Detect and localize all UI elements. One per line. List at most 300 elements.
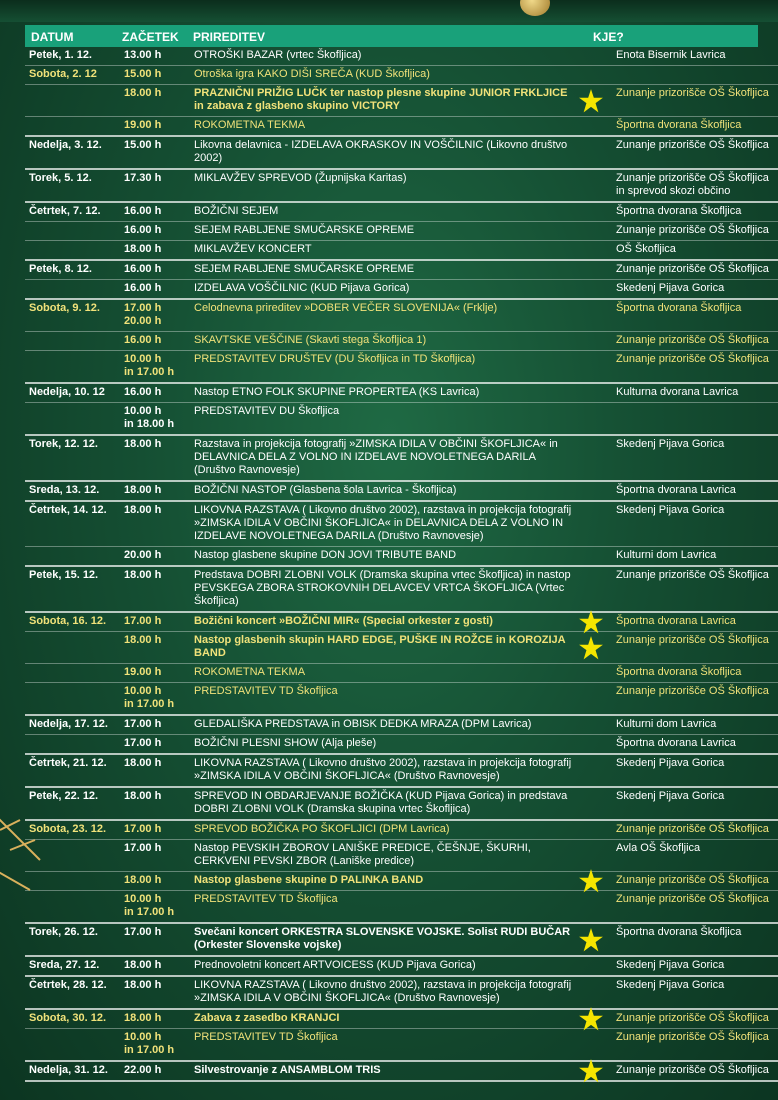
row-event: [190, 664, 612, 683]
row-time-text: 15.00 h: [124, 139, 162, 151]
row-time: [120, 169, 190, 202]
row-time: [120, 383, 190, 403]
table-header: [25, 25, 758, 47]
row-place-text: Športna dvorana Lavrica: [616, 737, 736, 749]
table-row: [25, 1061, 778, 1081]
row-event-text: Nastop glasbene skupine D PALINKA BAND: [194, 874, 424, 886]
row-place-text: Športna dvorana Škofljica: [616, 302, 742, 314]
row-place: [612, 85, 778, 117]
table-row: [25, 820, 778, 840]
row-time: [120, 85, 190, 117]
table-row: [25, 891, 778, 924]
row-time: [120, 735, 190, 755]
row-event-text: Svečani koncert ORKESTRA SLOVENSKE VOJSKE. Solist RUDI BUČAR (Orkester Slovenske vojske): [194, 926, 571, 951]
row-date: [25, 923, 120, 956]
row-time-text: 22.00 h: [124, 1064, 162, 1076]
row-place: [612, 481, 778, 501]
row-place: [612, 840, 778, 872]
table-row: [25, 481, 778, 501]
row-event: [190, 976, 612, 1009]
row-place-text: Skedenj Pijava Gorica: [616, 504, 725, 516]
row-date: [25, 566, 120, 612]
row-date: [25, 383, 120, 403]
row-event-text: Razstava in projekcija fotografij »ZIMSKA IDILA V OBČINI ŠKOFLJICA« in DELAVNICA DELA Z VOLNO IN IZDELAVE NOVOLETNEGA DARILA (Društvo Ravnovesje): [194, 438, 558, 476]
row-place-text: Športna dvorana Škofljica: [616, 926, 742, 938]
row-time: [120, 481, 190, 501]
row-event-text: Silvestrovanje z ANSAMBLOM TRIS: [194, 1064, 381, 1076]
row-place: [612, 280, 778, 300]
row-time-text: 18.00 h: [124, 979, 162, 991]
row-time-text: 10.00 h in 17.00 h: [124, 1031, 175, 1056]
row-event-text: LIKOVNA RAZSTAVA ( Likovno društvo 2002), razstava in projekcija fotografij »ZIMSKA IDILA V OBČINI ŠKOFLJICA« in DELAVNICA DELA Z VOLNO IN IZDELAVE NOVOLETNEGA DARILA (Društvo Ravnovesje): [194, 504, 572, 542]
row-time-text: 10.00 h in 18.00 h: [124, 405, 175, 430]
table-row: [25, 136, 778, 169]
header-where: KJE?: [593, 30, 624, 44]
row-event-text: OTROŠKI BAZAR (vrtec Škofljica): [194, 49, 362, 61]
row-time: [120, 683, 190, 716]
row-place: [612, 136, 778, 169]
table-row: [25, 612, 778, 632]
table-row: [25, 117, 778, 137]
row-date-text: Sobota, 9. 12.: [29, 302, 100, 314]
row-time-text: 18.00 h: [124, 757, 162, 769]
row-event-text: Otroška igra KAKO DIŠI SREČA (KUD Škofljica): [194, 68, 430, 80]
row-date-text: Sobota, 30. 12.: [29, 1012, 107, 1024]
row-time: [120, 202, 190, 222]
row-place-text: Zunanje prizorišče OŠ Škofljica: [616, 334, 769, 346]
row-time-text: 10.00 h in 17.00 h: [124, 685, 175, 710]
table-row: [25, 501, 778, 547]
row-place-text: Zunanje prizorišče OŠ Škofljica: [616, 1031, 769, 1043]
table-row: [25, 260, 778, 280]
row-date: [25, 612, 120, 632]
table-row: [25, 566, 778, 612]
row-time-text: 17.00 h 20.00 h: [124, 302, 162, 327]
row-date: [25, 840, 120, 872]
row-date: [25, 715, 120, 735]
row-place-text: Zunanje prizorišče OŠ Škofljica: [616, 634, 769, 646]
star-icon: [578, 1058, 604, 1084]
row-time-text: 20.00 h: [124, 549, 162, 561]
row-place: [612, 501, 778, 547]
row-place-text: Zunanje prizorišče OŠ Škofljica: [616, 87, 769, 99]
row-time-text: 16.00 h: [124, 334, 162, 346]
row-time-text: 17.00 h: [124, 737, 162, 749]
row-date-text: Sreda, 27. 12.: [29, 959, 100, 971]
row-place: [612, 299, 778, 332]
row-time-text: 18.00 h: [124, 438, 162, 450]
row-time-text: 10.00 h in 17.00 h: [124, 353, 175, 378]
row-place-text: Kulturni dom Lavrica: [616, 549, 717, 561]
row-event-text: PREDSTAVITEV DRUŠTEV (DU Škofljica in TD Škofljica): [194, 353, 476, 365]
row-place: [612, 222, 778, 241]
row-date-text: Torek, 26. 12.: [29, 926, 98, 938]
row-time: [120, 435, 190, 481]
table-row: [25, 280, 778, 300]
row-event: [190, 117, 612, 137]
table-row: [25, 872, 778, 891]
row-event: [190, 241, 612, 261]
row-time: [120, 787, 190, 820]
row-event: [190, 351, 612, 384]
row-date-text: Torek, 5. 12.: [29, 172, 92, 184]
table-row: [25, 351, 778, 384]
row-event: [190, 956, 612, 976]
row-event-text: Zabava z zasedbo KRANJCI: [194, 1012, 340, 1024]
row-event: [190, 332, 612, 351]
row-place: [612, 435, 778, 481]
row-date-text: Četrtek, 7. 12.: [29, 205, 101, 217]
row-place-text: Enota Bisernik Lavrica: [616, 49, 726, 61]
row-place-text: Zunanje prizorišče OŠ Škofljica: [616, 893, 769, 905]
schedule-table: [25, 47, 778, 1082]
row-place-text: Zunanje prizorišče OŠ Škofljica: [616, 139, 769, 151]
row-place: [612, 566, 778, 612]
row-event: [190, 872, 612, 891]
row-date-text: Petek, 1. 12.: [29, 49, 92, 61]
row-event-text: MIKLAVŽEV SPREVOD (Župnijska Karitas): [194, 172, 407, 184]
row-event: [190, 683, 612, 716]
row-place: [612, 891, 778, 924]
row-date-text: Petek, 22. 12.: [29, 790, 99, 802]
row-time-text: 17.00 h: [124, 926, 162, 938]
row-event: [190, 891, 612, 924]
row-event: [190, 280, 612, 300]
row-date: [25, 787, 120, 820]
row-time-text: 17.00 h: [124, 842, 162, 854]
row-date: [25, 1009, 120, 1029]
row-time: [120, 664, 190, 683]
row-date: [25, 136, 120, 169]
row-place-text: Športna dvorana Škofljica: [616, 205, 742, 217]
row-place-text: Zunanje prizorišče OŠ Škofljica: [616, 569, 769, 581]
row-event-text: BOŽIČNI SEJEM: [194, 205, 279, 217]
header-date: DATUM: [31, 30, 74, 44]
row-date-text: Četrtek, 21. 12.: [29, 757, 107, 769]
row-place: [612, 547, 778, 567]
row-time: [120, 117, 190, 137]
table-row: [25, 85, 778, 117]
row-place: [612, 715, 778, 735]
row-date: [25, 260, 120, 280]
row-place-text: Zunanje prizorišče OŠ Škofljica: [616, 1012, 769, 1024]
row-time: [120, 332, 190, 351]
row-place-text: Skedenj Pijava Gorica: [616, 959, 725, 971]
row-date: [25, 664, 120, 683]
row-event: [190, 754, 612, 787]
row-event-text: Likovna delavnica - IZDELAVA OKRASKOV IN VOŠČILNIC (Likovno društvo 2002): [194, 139, 568, 164]
table-row: [25, 169, 778, 202]
row-place: [612, 1061, 778, 1081]
row-date: [25, 1061, 120, 1081]
row-time: [120, 299, 190, 332]
row-event: [190, 299, 612, 332]
row-event-text: Prednovoletni koncert ARTVOICESS (KUD Pijava Gorica): [194, 959, 476, 971]
table-row: [25, 976, 778, 1009]
row-place-text: Skedenj Pijava Gorica: [616, 979, 725, 991]
row-time-text: 18.00 h: [124, 634, 162, 646]
table-row: [25, 332, 778, 351]
row-event: [190, 85, 612, 117]
row-date: [25, 891, 120, 924]
table-row: [25, 403, 778, 436]
row-place: [612, 976, 778, 1009]
row-time-text: 15.00 h: [124, 68, 162, 80]
table-row: [25, 241, 778, 261]
row-time-text: 19.00 h: [124, 666, 162, 678]
row-event-text: BOŽIČNI PLESNI SHOW (Alja pleše): [194, 737, 377, 749]
table-row: [25, 435, 778, 481]
table-row: [25, 47, 778, 66]
row-time: [120, 547, 190, 567]
row-event-text: PRAZNIČNI PRIŽIG LUČK ter nastop plesne skupine JUNIOR FRKLJICE in zabava z glasbeno skupino VICTORY: [194, 87, 568, 112]
row-time-text: 10.00 h in 17.00 h: [124, 893, 175, 918]
row-time: [120, 612, 190, 632]
row-time: [120, 47, 190, 66]
row-date-text: Nedelja, 17. 12.: [29, 718, 108, 730]
star-icon: [578, 635, 604, 661]
row-place-text: Skedenj Pijava Gorica: [616, 790, 725, 802]
row-place-text: Zunanje prizorišče OŠ Škofljica: [616, 224, 769, 236]
header-event: PRIREDITEV: [193, 30, 266, 44]
row-time-text: 18.00 h: [124, 243, 162, 255]
row-place: [612, 1009, 778, 1029]
row-date: [25, 872, 120, 891]
row-time-text: 16.00 h: [124, 263, 162, 275]
row-date: [25, 820, 120, 840]
row-place-text: Športna dvorana Škofljica: [616, 119, 742, 131]
row-event-text: SEJEM RABLJENE SMUČARSKE OPREME: [194, 263, 415, 275]
row-place-text: Športna dvorana Lavrica: [616, 615, 736, 627]
row-time: [120, 820, 190, 840]
row-date: [25, 403, 120, 436]
row-date: [25, 351, 120, 384]
row-date: [25, 1029, 120, 1062]
row-event-text: MIKLAVŽEV KONCERT: [194, 243, 312, 255]
row-event-text: LIKOVNA RAZSTAVA ( Likovno društvo 2002), razstava in projekcija fotografij »ZIMSKA IDILA V OBČINI ŠKOFLJICA« (Društvo Ravnovesje): [194, 757, 572, 782]
row-event: [190, 820, 612, 840]
row-place: [612, 664, 778, 683]
row-event: [190, 136, 612, 169]
row-place: [612, 820, 778, 840]
row-event-text: Nastop glasbene skupine DON JOVI TRIBUTE BAND: [194, 549, 457, 561]
row-date: [25, 169, 120, 202]
row-place: [612, 169, 778, 202]
row-place-text: Kulturna dvorana Lavrica: [616, 386, 739, 398]
row-event: [190, 47, 612, 66]
row-time: [120, 241, 190, 261]
row-event: [190, 501, 612, 547]
row-time-text: 18.00 h: [124, 790, 162, 802]
row-date: [25, 241, 120, 261]
row-time-text: 18.00 h: [124, 1012, 162, 1024]
row-event-text: LIKOVNA RAZSTAVA ( Likovno društvo 2002), razstava in projekcija fotografij »ZIMSKA IDILA V OBČINI ŠKOFLJICA« (Društvo Ravnovesje): [194, 979, 572, 1004]
row-event: [190, 547, 612, 567]
row-place: [612, 202, 778, 222]
row-place-text: Zunanje prizorišče OŠ Škofljica: [616, 685, 769, 697]
row-event-text: Predstava DOBRI ZLOBNI VOLK (Dramska skupina vrtec Škofljica) in nastop PEVSKEGA ZBORA STROKOVNIH DELAVCEV VRTCA ŠKOFLJICA (Vrtec Škofljica): [194, 569, 571, 607]
row-time: [120, 403, 190, 436]
row-place: [612, 923, 778, 956]
row-place: [612, 632, 778, 664]
row-event-text: PREDSTAVITEV TD Škofljica: [194, 1031, 338, 1043]
row-date-text: Sobota, 16. 12.: [29, 615, 107, 627]
table-row: [25, 754, 778, 787]
row-place: [612, 872, 778, 891]
top-decoration: [0, 0, 778, 22]
table-row: [25, 787, 778, 820]
row-event: [190, 403, 612, 436]
row-time-text: 18.00 h: [124, 874, 162, 886]
row-time: [120, 1061, 190, 1081]
star-icon: [578, 927, 604, 953]
table-row: [25, 683, 778, 716]
row-event: [190, 566, 612, 612]
row-event-text: SKAVTSKE VEŠČINE (Skavti stega Škofljica 1): [194, 334, 427, 346]
row-place-text: Kulturni dom Lavrica: [616, 718, 717, 730]
row-event: [190, 923, 612, 956]
row-event-text: Božični koncert »BOŽIČNI MIR« (Special orkester z gosti): [194, 615, 493, 627]
row-event: [190, 481, 612, 501]
row-event: [190, 1061, 612, 1081]
row-event-text: ROKOMETNA TEKMA: [194, 119, 306, 131]
row-date: [25, 956, 120, 976]
row-time: [120, 891, 190, 924]
row-date: [25, 280, 120, 300]
row-event-text: Nastop ETNO FOLK SKUPINE PROPERTEA (KS Lavrica): [194, 386, 480, 398]
row-event: [190, 222, 612, 241]
table-row: [25, 632, 778, 664]
row-date: [25, 976, 120, 1009]
row-time-text: 16.00 h: [124, 224, 162, 236]
row-place: [612, 787, 778, 820]
table-row: [25, 383, 778, 403]
row-time: [120, 66, 190, 85]
row-event-text: PREDSTAVITEV DU Škofljica: [194, 405, 340, 417]
row-time-text: 18.00 h: [124, 484, 162, 496]
row-event-text: Nastop PEVSKIH ZBOROV LANIŠKE PREDICE, ČEŠNJE, ŠKURHI, CERKVENI PEVSKI ZBOR (Laniške predice): [194, 842, 531, 867]
row-place: [612, 117, 778, 137]
row-event: [190, 260, 612, 280]
row-place: [612, 351, 778, 384]
row-date: [25, 202, 120, 222]
table-row: [25, 222, 778, 241]
row-time-text: 17.00 h: [124, 615, 162, 627]
row-time-text: 13.00 h: [124, 49, 162, 61]
table-row: [25, 956, 778, 976]
row-date: [25, 66, 120, 85]
row-event-text: IZDELAVA VOŠČILNIC (KUD Pijava Gorica): [194, 282, 410, 294]
row-date: [25, 435, 120, 481]
row-place-text: Zunanje prizorišče OŠ Škofljica in sprevod skozi občino: [616, 172, 769, 197]
row-date-text: Torek, 12. 12.: [29, 438, 98, 450]
star-icon: [578, 88, 604, 114]
row-time: [120, 754, 190, 787]
row-date-text: Petek, 8. 12.: [29, 263, 92, 275]
row-event: [190, 840, 612, 872]
row-date: [25, 481, 120, 501]
row-time: [120, 923, 190, 956]
row-time: [120, 840, 190, 872]
row-date-text: Sreda, 13. 12.: [29, 484, 100, 496]
row-time-text: 16.00 h: [124, 386, 162, 398]
row-time-text: 18.00 h: [124, 569, 162, 581]
row-date: [25, 332, 120, 351]
table-row: [25, 1009, 778, 1029]
row-event-text: SEJEM RABLJENE SMUČARSKE OPREME: [194, 224, 415, 236]
row-place: [612, 403, 778, 436]
row-time-text: 16.00 h: [124, 205, 162, 217]
row-date: [25, 501, 120, 547]
row-time-text: 17.00 h: [124, 823, 162, 835]
row-place: [612, 383, 778, 403]
row-event-text: GLEDALIŠKA PREDSTAVA in OBISK DEDKA MRAZA (DPM Lavrica): [194, 718, 532, 730]
row-time: [120, 872, 190, 891]
row-place-text: Zunanje prizorišče OŠ Škofljica: [616, 823, 769, 835]
table-row: [25, 1029, 778, 1062]
row-event: [190, 612, 612, 632]
row-time-text: 19.00 h: [124, 119, 162, 131]
row-date: [25, 683, 120, 716]
row-place-text: Športna dvorana Lavrica: [616, 484, 736, 496]
row-date-text: Četrtek, 28. 12.: [29, 979, 107, 991]
row-place: [612, 683, 778, 716]
row-event: [190, 383, 612, 403]
row-time: [120, 136, 190, 169]
row-place-text: Skedenj Pijava Gorica: [616, 757, 725, 769]
row-time: [120, 222, 190, 241]
row-time: [120, 1009, 190, 1029]
row-date: [25, 754, 120, 787]
row-place-text: Zunanje prizorišče OŠ Škofljica: [616, 263, 769, 275]
row-time: [120, 280, 190, 300]
row-event: [190, 1009, 612, 1029]
row-place-text: Zunanje prizorišče OŠ Škofljica: [616, 353, 769, 365]
row-date-text: Nedelja, 3. 12.: [29, 139, 102, 151]
row-date-text: Sobota, 23. 12.: [29, 823, 107, 835]
row-event: [190, 735, 612, 755]
row-date: [25, 222, 120, 241]
table-row: [25, 66, 778, 85]
row-place: [612, 66, 778, 85]
row-date-text: Nedelja, 31. 12.: [29, 1064, 108, 1076]
row-event: [190, 1029, 612, 1062]
row-date: [25, 47, 120, 66]
row-place: [612, 332, 778, 351]
row-place-text: Avla OŠ Škofljica: [616, 842, 701, 854]
row-date-text: Četrtek, 14. 12.: [29, 504, 107, 516]
row-date-text: Nedelja, 10. 12: [29, 386, 105, 398]
row-time: [120, 976, 190, 1009]
row-time-text: 17.00 h: [124, 718, 162, 730]
row-place: [612, 754, 778, 787]
row-time: [120, 260, 190, 280]
row-place-text: Zunanje prizorišče OŠ Škofljica: [616, 874, 769, 886]
row-time: [120, 715, 190, 735]
row-place-text: Skedenj Pijava Gorica: [616, 282, 725, 294]
row-place-text: Skedenj Pijava Gorica: [616, 438, 725, 450]
row-place: [612, 612, 778, 632]
row-date: [25, 85, 120, 117]
row-event: [190, 787, 612, 820]
row-event-text: Celodnevna prireditev »DOBER VEČER SLOVENIJA« (Frklje): [194, 302, 498, 314]
table-row: [25, 299, 778, 332]
row-date: [25, 547, 120, 567]
row-date: [25, 632, 120, 664]
table-row: [25, 735, 778, 755]
row-place: [612, 260, 778, 280]
row-time-text: 17.30 h: [124, 172, 162, 184]
